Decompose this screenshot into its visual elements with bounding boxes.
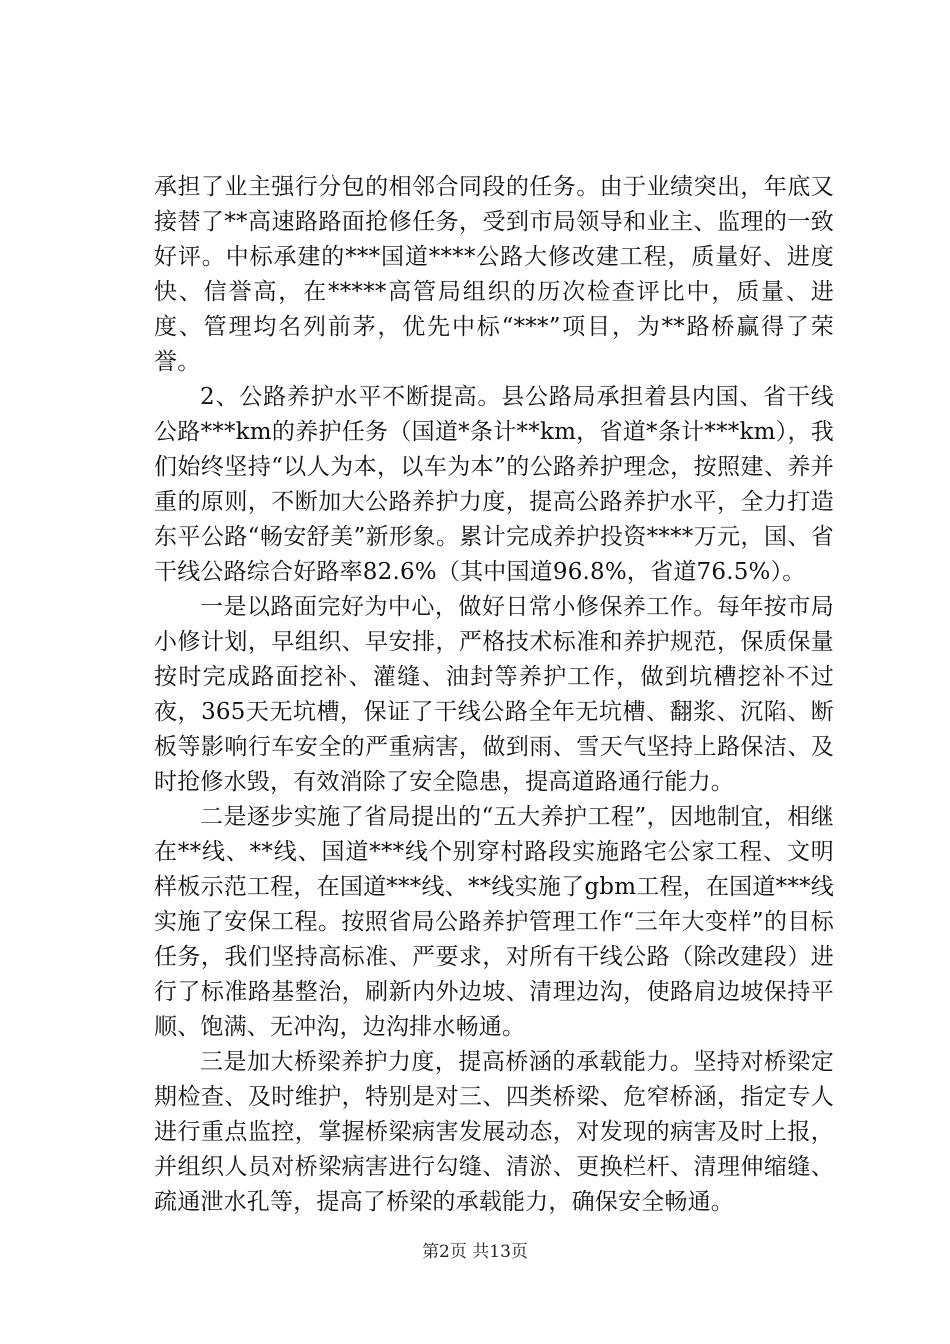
- page-number-footer: 第2页 共13页: [422, 1242, 528, 1262]
- paragraph-routine-repair: 一是以路面完好为中心，做好日常小修保养工作。每年按市局小修计划，早组织、早安排，严格技术标准和养护规范，保质保量按时完成路面挖补、灌缝、油封等养护工作，做到坑槽挖补不过夜，365天无坑槽，保证了干线公路全年无坑槽、翻浆、沉陷、断板等影响行车安全的严重病害，做到雨、雪天气坚持上路保洁、及时抢修水毁，有效消除了安全隐患，提高道路通行能力。: [154, 594, 834, 795]
- document-body: [154, 170, 834, 1220]
- paragraph-continued: 承担了业主强行分包的相邻合同段的任务。由于业绩突出，年底又接替了**高速路路面抢修任务，受到市局领导和业主、监理的一致好评。中标承建的***国道****公路大修改建工程，质量好、进度快、信誉高，在*****高管局组织的历次检查评比中，质量、进度、管理均名列前茅，优先中标“***”项目，为**路桥赢得了荣誉。: [154, 174, 834, 375]
- paragraph-bridge-maintenance: 三是加大桥梁养护力度，提高桥涵的承载能力。坚持对桥梁定期检查、及时维护，特别是对三、四类桥梁、危窄桥涵，指定专人进行重点监控，掌握桥梁病害发展动态，对发现的病害及时上报，并组织人员对桥梁病害进行勾缝、清淤、更换栏杆、清理伸缩缝、疏通泄水孔等，提高了桥梁的承载能力，确保安全畅通。: [154, 1049, 834, 1215]
- paragraph-five-projects: 二是逐步实施了省局提出的“五大养护工程”，因地制宜，相继在**线、**线、国道***线个别穿村路段实施路宅公家工程、文明样板示范工程，在国道***线、**线实施了gbm工程，在国道***线实施了安保工程。按照省局公路养护管理工作“三年大变样”的目标任务，我们坚持高标准、严要求，对所有干线公路（除改建段）进行了标准路基整治，刷新内外边坡、清理边沟，使路肩边坡保持平顺、饱满、无冲沟，边沟排水畅通。: [154, 804, 834, 1040]
- paragraph-maintenance-level: 2、公路养护水平不断提高。县公路局承担着县内国、省干线公路***km的养护任务（国道*条计**km，省道*条计***km），我们始终坚持“以人为本，以车为本”的公路养护理念，按照建、养并重的原则，不断加大公路养护力度，提高公路养护水平，全力打造东平公路“畅安舒美”新形象。累计完成养护投资****万元，国、省干线公路综合好路率82.6%（其中国道96.8%，省道76.5%）。: [154, 384, 834, 585]
